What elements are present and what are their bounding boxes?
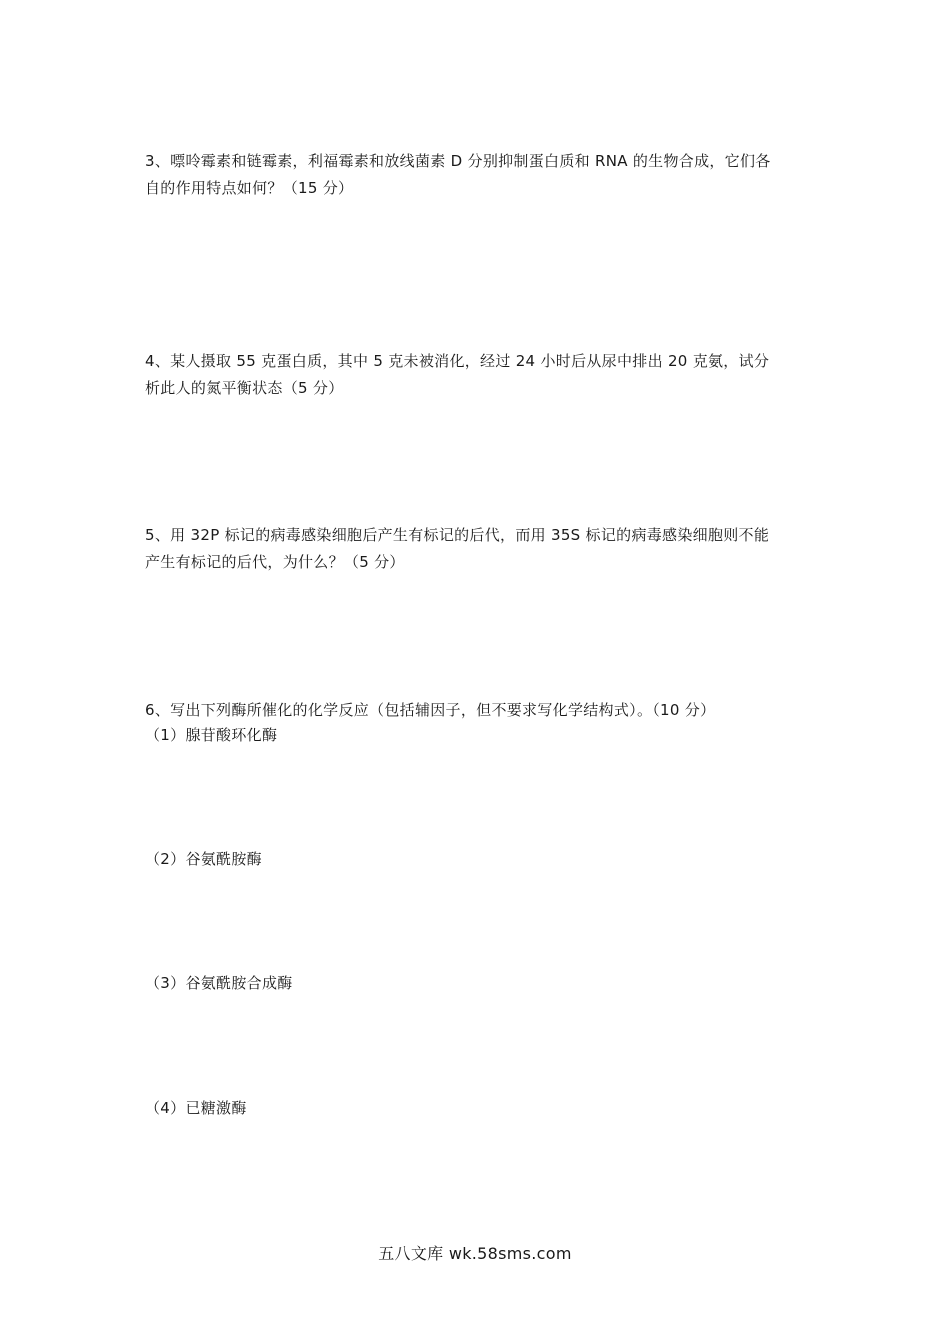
question-3-line-1: 3、嘌呤霉素和链霉素，利福霉素和放线菌素 D 分别抑制蛋白质和 RNA 的生物合成，它们各 xyxy=(145,152,771,170)
footer-watermark-text: 五八文库 wk.58sms.com xyxy=(378,1244,572,1263)
question-3-line-2: 自的作用特点如何？（15 分） xyxy=(145,179,354,197)
question-5-line-2: 产生有标记的后代，为什么？（5 分） xyxy=(145,553,405,571)
question-6-item-3: （3）谷氨酰胺合成酶 xyxy=(145,974,293,992)
question-6-item-2: （2）谷氨酰胺酶 xyxy=(145,850,262,868)
question-4-line-2: 析此人的氮平衡状态（5 分） xyxy=(145,379,344,397)
question-6-line-1: 6、写出下列酶所催化的化学反应（包括辅因子，但不要求写化学结构式）。（10 分） xyxy=(145,701,716,719)
question-6 xyxy=(145,697,815,724)
question-4 xyxy=(145,348,815,402)
question-6-item-4: （4）已糖激酶 xyxy=(145,1099,247,1117)
question-3 xyxy=(145,148,815,202)
question-5-line-1: 5、用 32P 标记的病毒感染细胞后产生有标记的后代，而用 35S 标记的病毒感染细胞则不能 xyxy=(145,526,770,544)
question-5 xyxy=(145,522,815,576)
question-6-item-1: （1）腺苷酸环化酶 xyxy=(145,726,278,744)
question-4-line-1: 4、某人摄取 55 克蛋白质，其中 5 克未被消化，经过 24 小时后从尿中排出 20 克氨，试分 xyxy=(145,352,770,370)
